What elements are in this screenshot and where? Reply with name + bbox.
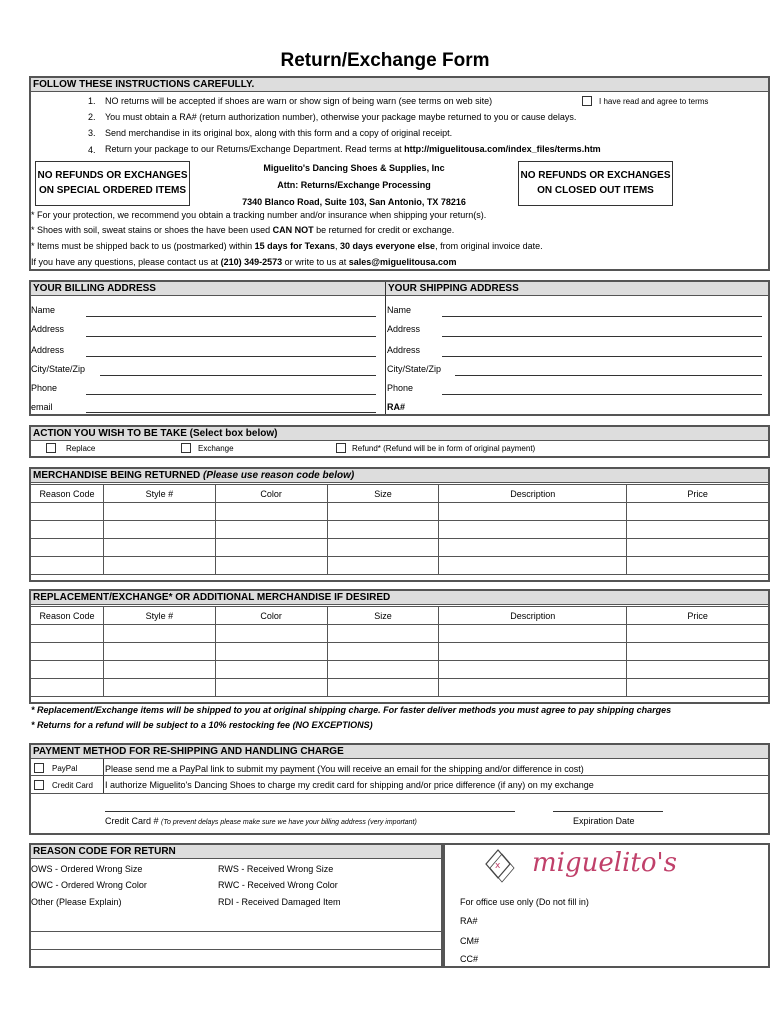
paypal-label: PayPal bbox=[52, 764, 78, 773]
table-row[interactable] bbox=[31, 521, 769, 539]
shipping-name-input[interactable] bbox=[442, 316, 762, 317]
col-reason-code: Reason Code bbox=[31, 607, 104, 625]
reason-other: Other (Please Explain) bbox=[31, 897, 122, 907]
shipping-ra-label: RA# bbox=[387, 402, 406, 412]
col-style: Style # bbox=[103, 607, 215, 625]
refund-label: Refund* (Refund will be in form of original payment) bbox=[352, 444, 536, 453]
billing-city-input[interactable] bbox=[100, 375, 376, 376]
reason-ows: OWS - Ordered Wrong Size bbox=[31, 864, 143, 874]
col-reason-code: Reason Code bbox=[31, 485, 104, 503]
col-description: Description bbox=[439, 485, 627, 503]
table-row[interactable] bbox=[31, 679, 769, 697]
table-row[interactable] bbox=[31, 503, 769, 521]
billing-phone-input[interactable] bbox=[86, 394, 376, 395]
billing-address1-label: Address bbox=[31, 324, 65, 334]
agree-terms-checkbox[interactable] bbox=[582, 96, 592, 106]
page-title: Return/Exchange Form bbox=[280, 50, 490, 71]
col-size: Size bbox=[327, 607, 439, 625]
logo-text: miguelito's bbox=[532, 848, 677, 878]
office-cc-label: CC# bbox=[460, 954, 479, 964]
shipping-phone-label: Phone bbox=[387, 383, 414, 393]
shipping-city-label: City/State/Zip bbox=[387, 364, 442, 374]
instruction-num-3: 3. bbox=[88, 128, 96, 138]
refund-checkbox[interactable] bbox=[336, 443, 346, 453]
table-row[interactable] bbox=[31, 539, 769, 557]
note-tracking: * For your protection, we recommend you obtain a tracking number and/or insurance when shipping your return(s). bbox=[31, 210, 487, 220]
office-cm-label: CM# bbox=[460, 936, 480, 946]
note-soil: * Shoes with soil, sweat stains or shoes the have been used CAN NOT be returned for credit or exchange. bbox=[31, 225, 455, 235]
col-color: Color bbox=[215, 485, 327, 503]
reason-owc: OWC - Ordered Wrong Color bbox=[31, 880, 147, 890]
replacement-shipping-note: * Replacement/Exchange items will be shipped to you at original shipping charge. For faster deliver methods you must agree to pay shipping charges bbox=[31, 705, 672, 715]
table-row[interactable] bbox=[31, 643, 769, 661]
contact-phone: (210) 349-2573 bbox=[220, 257, 283, 267]
paypal-text: Please send me a PayPal link to submit my payment (You will receive an email for the shipping and/or difference in cost) bbox=[105, 764, 584, 774]
logo bbox=[484, 846, 704, 886]
shipping-phone-input[interactable] bbox=[442, 394, 762, 395]
billing-city-label: City/State/Zip bbox=[31, 364, 86, 374]
office-use-label: For office use only (Do not fill in) bbox=[460, 897, 589, 907]
no-refund-closed-box: NO REFUNDS OR EXCHANGES ON CLOSED OUT ITEMS bbox=[518, 161, 673, 206]
reason-rws: RWS - Received Wrong Size bbox=[218, 864, 334, 874]
col-style: Style # bbox=[103, 485, 215, 503]
instructions-header: FOLLOW THESE INSTRUCTIONS CAREFULLY. bbox=[31, 78, 768, 92]
agree-terms-label: I have read and agree to terms bbox=[599, 97, 709, 106]
instruction-text-3: Send merchandise in its original box, along with this form and a copy of original receipt. bbox=[105, 128, 453, 138]
replace-label: Replace bbox=[66, 444, 96, 453]
col-price: Price bbox=[627, 485, 769, 503]
reason-rdi: RDI - Received Damaged Item bbox=[218, 897, 341, 907]
credit-card-number-input[interactable] bbox=[105, 811, 515, 812]
replace-checkbox[interactable] bbox=[46, 443, 56, 453]
expiration-date-label: Expiration Date bbox=[573, 816, 635, 826]
action-section bbox=[29, 425, 770, 458]
billing-phone-label: Phone bbox=[31, 383, 58, 393]
replacement-table bbox=[30, 606, 769, 697]
shipping-name-label: Name bbox=[387, 305, 412, 315]
note-deadline: * Items must be shipped back to us (postmarked) within 15 days for Texans, 30 days everyone else, from original invoice date. bbox=[31, 241, 543, 251]
billing-header: YOUR BILLING ADDRESS bbox=[31, 282, 385, 296]
no-refund-special-box: NO REFUNDS OR EXCHANGES ON SPECIAL ORDERED ITEMS bbox=[35, 161, 190, 206]
col-color: Color bbox=[215, 607, 327, 625]
shipping-city-input[interactable] bbox=[455, 375, 762, 376]
col-size: Size bbox=[327, 485, 439, 503]
svg-text:x: x bbox=[495, 861, 501, 871]
table-header-row bbox=[31, 485, 769, 503]
action-header: ACTION YOU WISH TO BE TAKE (Select box below) bbox=[31, 427, 768, 441]
billing-email-input[interactable] bbox=[86, 412, 376, 413]
note-contact: If you have any questions, please contact us at (210) 349-2573 or write to us at sales@miguelitousa.com bbox=[31, 257, 457, 267]
merchandise-header: MERCHANDISE BEING RETURNED (Please use reason code below) bbox=[31, 469, 768, 483]
shipping-address1-input[interactable] bbox=[442, 336, 762, 337]
reason-code-header: REASON CODE FOR RETURN bbox=[31, 845, 441, 859]
return-address: Miguelito's Dancing Shoes & Supplies, Inc Attn: Returns/Exchange Processing 7340 Blanco Road, Suite 103, San Antonio, TX 78216 bbox=[242, 163, 466, 207]
col-price: Price bbox=[627, 607, 769, 625]
shipping-address2-input[interactable] bbox=[442, 356, 762, 357]
credit-card-text: I authorize Miguelito's Dancing Shoes to charge my credit card for shipping and/or price difference (if any) on my exchange bbox=[105, 780, 594, 790]
instruction-text-1: NO returns will be accepted if shoes are warn or show sign of being warn (see terms on web site) bbox=[105, 96, 493, 106]
shipping-address2-label: Address bbox=[387, 345, 421, 355]
exchange-checkbox[interactable] bbox=[181, 443, 191, 453]
credit-card-label: Credit Card bbox=[52, 781, 93, 790]
payment-header: PAYMENT METHOD FOR RE-SHIPPING AND HANDLING CHARGE bbox=[31, 745, 768, 759]
credit-card-number-label: Credit Card # (To prevent delays please make sure we have your billing address (very important) bbox=[105, 816, 417, 826]
restocking-fee-note: * Returns for a refund will be subject to a 10% restocking fee (NO EXCEPTIONS) bbox=[31, 720, 373, 730]
billing-address1-input[interactable] bbox=[86, 336, 376, 337]
credit-card-checkbox[interactable] bbox=[34, 780, 44, 790]
col-description: Description bbox=[439, 607, 627, 625]
table-row[interactable] bbox=[31, 661, 769, 679]
merchandise-table bbox=[30, 484, 769, 575]
billing-address2-input[interactable] bbox=[86, 356, 376, 357]
paypal-checkbox[interactable] bbox=[34, 763, 44, 773]
instruction-num-2: 2. bbox=[88, 112, 96, 122]
instruction-text-2: You must obtain a RA# (return authorization number), otherwise your package maybe returned to you or cause delays. bbox=[105, 112, 577, 122]
shipping-header: YOUR SHIPPING ADDRESS bbox=[386, 282, 768, 296]
replacement-header: REPLACEMENT/EXCHANGE* OR ADDITIONAL MERCHANDISE IF DESIRED bbox=[31, 591, 768, 605]
billing-email-label: email bbox=[31, 402, 53, 412]
table-row[interactable] bbox=[31, 625, 769, 643]
exchange-label: Exchange bbox=[198, 444, 234, 453]
reason-rwc: RWC - Received Wrong Color bbox=[218, 880, 338, 890]
expiration-date-input[interactable] bbox=[553, 811, 663, 812]
billing-name-label: Name bbox=[31, 305, 56, 315]
shipping-address1-label: Address bbox=[387, 324, 421, 334]
office-ra-label: RA# bbox=[460, 916, 478, 926]
terms-link[interactable]: http://miguelitousa.com/index_files/terms.htm bbox=[404, 144, 601, 154]
instruction-num-1: 1. bbox=[88, 96, 96, 106]
table-row[interactable] bbox=[31, 557, 769, 575]
table-header-row bbox=[31, 607, 769, 625]
contact-email[interactable]: sales@miguelitousa.com bbox=[348, 257, 457, 267]
instruction-num-4: 4. bbox=[88, 145, 96, 155]
billing-address2-label: Address bbox=[31, 345, 65, 355]
billing-name-input[interactable] bbox=[86, 316, 376, 317]
instruction-text-4: Return your package to our Returns/Exchange Department. Read terms at http://miguelitousa.com/index_files/terms.htm bbox=[105, 144, 601, 154]
